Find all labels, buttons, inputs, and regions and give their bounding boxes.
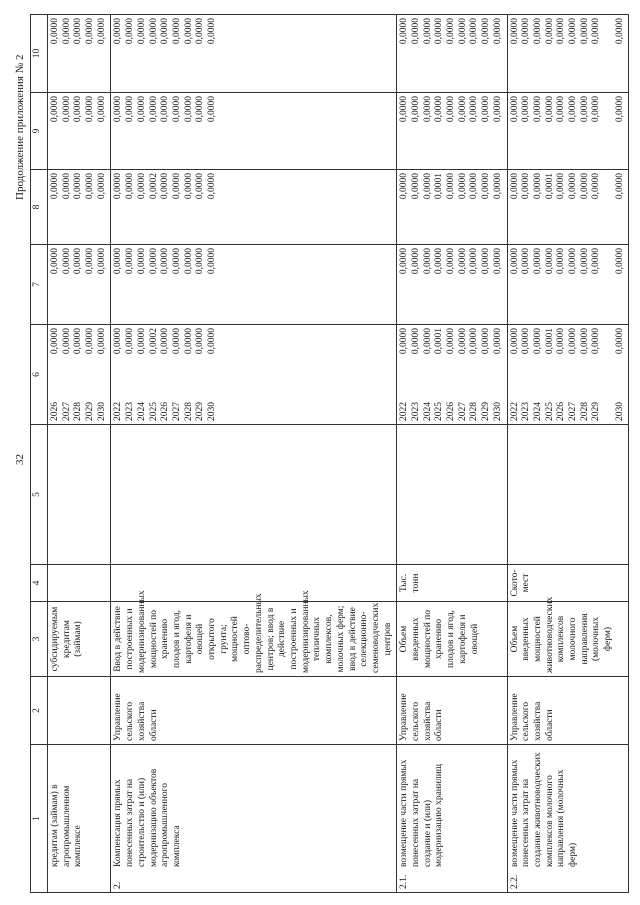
- value-cell: 0,0000: [457, 328, 468, 355]
- measure-name: Компенсация прямых понесенных затрат на строительство и (или) модернизацию объектов агропромышленного комплекса: [113, 768, 182, 867]
- value-cell: 0,0000: [579, 18, 590, 45]
- value-cell: 0,0000: [50, 173, 60, 200]
- value-cell: 0,0000: [96, 248, 107, 275]
- year-value-pair: [510, 328, 627, 421]
- value-cell: 0,0000: [136, 248, 147, 275]
- indicator-cell: [48, 602, 111, 677]
- year-value-cell: [48, 325, 111, 425]
- value-cell: 0,0000: [509, 328, 520, 355]
- value-cell: 0,0000: [136, 18, 147, 45]
- value-cell: 0,0000: [469, 328, 480, 355]
- value-cell: 0,0000: [171, 173, 182, 200]
- measure-cell: [507, 745, 629, 893]
- value-cell: 0,0000: [521, 173, 532, 200]
- value-cell: 0,0000: [481, 96, 492, 123]
- value-cell: 0,0000: [567, 248, 578, 275]
- value-cell: 0,0000: [521, 96, 532, 123]
- year-label: 2030: [492, 402, 503, 421]
- values-list: [50, 328, 108, 354]
- value-cell: 0,0001: [544, 328, 555, 355]
- values-list: [50, 173, 108, 241]
- value-cell: 0,0000: [85, 18, 96, 45]
- column-header: 9: [31, 93, 48, 170]
- year-label: 2023: [411, 402, 421, 421]
- value-cell: 0,0000: [171, 96, 182, 123]
- year-label: 2026: [50, 402, 60, 421]
- value-column-c8: [507, 170, 629, 245]
- value-cell: 0,0000: [492, 96, 503, 123]
- value-cell: 0,0000: [195, 96, 206, 123]
- value-cell: 0,0000: [183, 18, 194, 45]
- year-label: 2022: [399, 402, 410, 421]
- values-list: [113, 328, 218, 354]
- value-cell: 0,0000: [113, 248, 124, 275]
- year-label: 2029: [85, 402, 96, 421]
- value-cell: 0,0000: [457, 173, 468, 200]
- value-cell: 0,0000: [113, 18, 124, 45]
- years-list: [510, 402, 627, 421]
- program-table: [30, 14, 629, 893]
- year-label: 2029: [195, 402, 206, 421]
- value-cell: 0,0000: [509, 96, 520, 123]
- value-column-c7: [507, 245, 629, 325]
- column-header: 4: [31, 565, 48, 602]
- value-cell: 0,0000: [469, 96, 480, 123]
- value-cell: 0,0000: [96, 96, 107, 123]
- measure-cell: [48, 745, 111, 893]
- indicator-text: субсидируемым кредитам (займам): [50, 606, 84, 672]
- value-cell: 0,0000: [136, 96, 147, 123]
- unit-cell: [397, 565, 507, 602]
- value-cell: 0,0000: [492, 173, 503, 200]
- values-list: [113, 96, 218, 166]
- value-cell: 0,0000: [469, 18, 480, 45]
- value-cell: 0,0000: [96, 328, 107, 355]
- value-cell: 0,0000: [532, 18, 543, 45]
- measure-wrapper: [50, 748, 85, 889]
- value-cell: 0,0000: [614, 18, 625, 45]
- year-value-pair: [113, 328, 218, 421]
- value-cell: 0,0000: [113, 96, 124, 123]
- value-cell: 0,0000: [591, 18, 602, 45]
- measure-wrapper: [399, 748, 446, 889]
- value-cell: 0,0000: [556, 328, 567, 355]
- value-cell: 0,0000: [50, 96, 60, 123]
- years-list: [399, 402, 504, 421]
- value-cell: 0,0001: [434, 328, 445, 355]
- value-cell: 0,0000: [521, 328, 532, 355]
- value-cell: 0,0000: [171, 328, 182, 355]
- indicator-cell: [507, 596, 629, 677]
- value-cell: 0,0000: [481, 173, 492, 200]
- measure-wrapper: [113, 748, 183, 889]
- value-cell: 0,0000: [556, 173, 567, 200]
- value-column-c7: [111, 245, 397, 325]
- value-cell: 0,0000: [614, 328, 625, 355]
- value-cell: 0,0000: [591, 173, 602, 200]
- unit-text: Ското-мест: [509, 569, 532, 597]
- year-value-pair: [399, 328, 504, 421]
- result-cell: [397, 425, 507, 565]
- table-row: [111, 15, 397, 893]
- value-cell: 0,0000: [85, 328, 96, 355]
- column-header: 2: [31, 677, 48, 745]
- value-cell: 0,0000: [567, 328, 578, 355]
- value-cell: 0,0000: [544, 248, 555, 275]
- value-cell: 0,0000: [206, 173, 217, 200]
- value-cell: 0,0000: [125, 248, 136, 275]
- value-cell: 0,0000: [521, 18, 532, 45]
- value-cell: 0,0000: [195, 248, 206, 275]
- value-cell: 0,0000: [399, 18, 410, 45]
- year-value-cell: [507, 325, 629, 425]
- measure-number: [50, 867, 85, 889]
- measure-cell: [397, 745, 507, 893]
- value-cell: 0,0000: [160, 96, 171, 123]
- value-cell: 0,0000: [171, 18, 182, 45]
- value-column-c10: [507, 15, 629, 93]
- value-cell: 0,0000: [183, 96, 194, 123]
- value-cell: 0,0000: [579, 328, 590, 355]
- value-cell: 0,0000: [446, 248, 457, 275]
- indicator-text: Ввод в действие построенных и модернизированных мощностей по хранению плодов и ягод, картофеля и овощей открытого грунта; мощностей оптово-распределительных центров; ввод в действие построенных и модернизированных тепличных комплексов, молочных ферм; ввод в действие селекционно-семеноводческих центров: [113, 590, 393, 673]
- value-column-c10: [48, 15, 111, 93]
- value-cell: 0,0000: [61, 328, 72, 355]
- value-cell: 0,0000: [544, 96, 555, 123]
- value-cell: 0,0000: [422, 248, 433, 275]
- value-cell: 0,0000: [556, 248, 567, 275]
- value-cell: 0,0000: [96, 173, 107, 200]
- result-cell: [48, 425, 111, 565]
- measure-number: 2.1.: [399, 874, 410, 889]
- year-label: 2028: [469, 402, 480, 421]
- value-column-c8: [397, 170, 507, 245]
- value-cell: 0,0000: [469, 173, 480, 200]
- value-cell: 0,0000: [411, 18, 421, 45]
- measure-number: 2.2.: [509, 874, 520, 889]
- column-header: 5: [31, 425, 48, 565]
- value-cell: 0,0000: [481, 18, 492, 45]
- value-cell: 0,0000: [73, 248, 84, 275]
- year-label: 2030: [614, 402, 625, 421]
- year-label: 2026: [446, 402, 457, 421]
- column-header: 6: [31, 325, 48, 425]
- unit-cell: [48, 565, 111, 602]
- value-cell: 0,0000: [399, 248, 410, 275]
- year-label: 2029: [591, 402, 602, 421]
- value-cell: 0,0000: [556, 18, 567, 45]
- value-cell: 0,0000: [567, 96, 578, 123]
- value-cell: 0,0000: [411, 328, 421, 355]
- value-cell: 0,0000: [567, 18, 578, 45]
- value-cell: 0,0000: [206, 328, 217, 355]
- value-cell: 0,0000: [532, 173, 543, 200]
- value-cell: 0,0000: [457, 96, 468, 123]
- value-cell: 0,0000: [509, 18, 520, 45]
- value-cell: 0,0000: [50, 18, 60, 45]
- values-list: [399, 18, 504, 89]
- column-header: 8: [31, 170, 48, 245]
- measure-wrapper: [510, 748, 580, 889]
- year-label: 2030: [206, 402, 217, 421]
- values-list: [510, 96, 627, 166]
- value-cell: 0,0000: [61, 173, 72, 200]
- value-cell: 0,0000: [195, 18, 206, 45]
- values-list: [399, 248, 504, 321]
- values-list: [50, 248, 108, 321]
- value-cell: 0,0000: [73, 96, 84, 123]
- value-cell: 0,0000: [113, 328, 124, 355]
- value-cell: 0,0000: [556, 96, 567, 123]
- value-cell: 0,0000: [446, 96, 457, 123]
- value-cell: 0,0000: [614, 96, 625, 123]
- value-cell: 0,0000: [509, 248, 520, 275]
- executor-text: Управление сельского хозяйства области: [113, 693, 159, 741]
- value-cell: 0,0000: [532, 248, 543, 275]
- year-label: 2028: [183, 402, 194, 421]
- measure-name: кредитам (займам) в агропромышленном комплексе: [50, 784, 84, 867]
- value-cell: 0,0000: [614, 173, 625, 200]
- values-list: [399, 173, 504, 241]
- value-cell: 0,0000: [61, 96, 72, 123]
- column-header: 1: [31, 745, 48, 893]
- value-cell: 0,0000: [434, 18, 445, 45]
- value-cell: 0,0000: [125, 18, 136, 45]
- value-cell: 0,0000: [160, 328, 171, 355]
- result-cell: [507, 425, 629, 565]
- value-cell: 0,0000: [125, 173, 136, 200]
- value-cell: 0,0000: [61, 18, 72, 45]
- value-column-c8: [111, 170, 397, 245]
- values-list: [113, 248, 218, 321]
- values-list: [399, 328, 504, 354]
- value-cell: 0,0000: [532, 328, 543, 355]
- indicator-text: Объем введенных мощностей по хранению плодов и ягод, картофеля и овощей: [399, 609, 480, 669]
- value-cell: 0,0000: [160, 173, 171, 200]
- column-header: 7: [31, 245, 48, 325]
- value-cell: 0,0000: [411, 248, 421, 275]
- value-cell: 0,0000: [492, 328, 503, 355]
- year-label: 2023: [521, 402, 532, 421]
- value-cell: 0,0000: [195, 328, 206, 355]
- values-list: [510, 173, 627, 241]
- value-cell: 0,0000: [85, 248, 96, 275]
- measure-cell: [111, 745, 397, 893]
- value-cell: 0,0000: [457, 248, 468, 275]
- value-cell: 0,0000: [399, 173, 410, 200]
- value-cell: 0,0000: [160, 248, 171, 275]
- value-cell: 0,0000: [521, 248, 532, 275]
- year-label: 2029: [481, 402, 492, 421]
- year-label: 2028: [73, 402, 84, 421]
- year-label: 2027: [61, 402, 72, 421]
- year-value-cell: [111, 325, 397, 425]
- values-list: [399, 96, 504, 166]
- value-cell: 0,0000: [399, 328, 410, 355]
- value-cell: 0,0002: [148, 173, 159, 200]
- value-cell: 0,0000: [183, 173, 194, 200]
- value-cell: 0,0000: [148, 18, 159, 45]
- value-cell: 0,0000: [183, 328, 194, 355]
- value-cell: 0,0000: [183, 248, 194, 275]
- values-list: [113, 173, 218, 241]
- value-cell: 0,0000: [73, 328, 84, 355]
- value-cell: 0,0000: [469, 248, 480, 275]
- year-label: 2030: [96, 402, 107, 421]
- value-cell: 0,0000: [125, 96, 136, 123]
- value-cell: 0,0000: [50, 248, 60, 275]
- year-value-cell: [397, 325, 507, 425]
- value-cell: 0,0000: [85, 96, 96, 123]
- value-cell: 0,0000: [509, 173, 520, 200]
- value-cell: 0,0000: [85, 173, 96, 200]
- year-label: 2024: [136, 402, 147, 421]
- year-label: 2028: [579, 402, 590, 421]
- value-cell: 0,0000: [206, 18, 217, 45]
- executor-text: Управление сельского хозяйства области: [509, 693, 555, 741]
- indicator-cell: [111, 590, 397, 677]
- value-cell: 0,0000: [579, 248, 590, 275]
- value-cell: 0,0000: [567, 173, 578, 200]
- value-cell: 0,0000: [50, 328, 60, 355]
- value-column-c8: [48, 170, 111, 245]
- value-column-c7: [397, 245, 507, 325]
- value-cell: 0,0000: [591, 248, 602, 275]
- table-row: [507, 15, 629, 893]
- unit-text: Тыс. тонн: [399, 573, 422, 593]
- value-cell: 0,0000: [614, 248, 625, 275]
- value-cell: 0,0000: [73, 173, 84, 200]
- years-list: [50, 402, 108, 421]
- year-label: 2027: [171, 402, 182, 421]
- executor-cell: [507, 677, 629, 745]
- year-label: 2024: [532, 402, 543, 421]
- value-cell: 0,0000: [579, 96, 590, 123]
- value-cell: 0,0000: [446, 18, 457, 45]
- value-cell: 0,0000: [422, 173, 433, 200]
- executor-cell: [397, 677, 507, 745]
- year-label: 2022: [509, 402, 520, 421]
- unit-cell: [507, 565, 629, 602]
- values-list: [510, 18, 627, 89]
- value-cell: 0,0000: [125, 328, 136, 355]
- value-column-c10: [111, 15, 397, 93]
- value-cell: 0,0000: [481, 328, 492, 355]
- value-cell: 0,0000: [136, 328, 147, 355]
- year-label: 2024: [422, 402, 433, 421]
- value-cell: 0,0000: [446, 328, 457, 355]
- value-cell: 0,0000: [148, 248, 159, 275]
- value-cell: 0,0000: [113, 173, 124, 200]
- year-label: 2027: [457, 402, 468, 421]
- value-cell: 0,0000: [171, 248, 182, 275]
- value-column-c9: [507, 93, 629, 170]
- values-list: [510, 248, 627, 321]
- value-cell: 0,0000: [492, 248, 503, 275]
- value-cell: 0,0000: [434, 248, 445, 275]
- year-label: 2027: [567, 402, 578, 421]
- year-label: 2025: [148, 402, 159, 421]
- value-cell: 0,0000: [148, 96, 159, 123]
- value-cell: 0,0000: [579, 173, 590, 200]
- value-cell: 0,0001: [434, 173, 445, 200]
- measure-number: 2.: [113, 881, 124, 889]
- indicator-text: Объем введенных мощностей животноводческих комплексов молочного направления (молочных ферм): [509, 596, 614, 673]
- value-cell: 0,0000: [195, 173, 206, 200]
- column-header: 3: [31, 602, 48, 677]
- value-cell: 0,0000: [591, 328, 602, 355]
- year-label: 2025: [544, 402, 555, 421]
- value-column-c9: [48, 93, 111, 170]
- value-cell: 0,0000: [422, 96, 433, 123]
- year-label: 2026: [160, 402, 171, 421]
- values-list: [50, 18, 108, 89]
- value-column-c10: [397, 15, 507, 93]
- value-cell: 0,0000: [160, 18, 171, 45]
- value-cell: 0,0002: [148, 328, 159, 355]
- year-label: 2025: [434, 402, 445, 421]
- indicator-cell: [397, 602, 507, 677]
- value-cell: 0,0000: [544, 18, 555, 45]
- measure-name: возмещение части прямых понесенных затрат на создание животноводческих комплексов молочного направления (молочных ферм): [509, 752, 579, 867]
- value-cell: 0,0000: [411, 173, 421, 200]
- value-cell: 0,0000: [399, 96, 410, 123]
- value-cell: 0,0000: [446, 173, 457, 200]
- table-row: [397, 15, 507, 893]
- value-cell: 0,0000: [411, 96, 421, 123]
- value-column-c9: [397, 93, 507, 170]
- executor-text: Управление сельского хозяйства области: [399, 693, 445, 741]
- value-cell: 0,0000: [532, 96, 543, 123]
- value-cell: 0,0000: [457, 18, 468, 45]
- result-cell: [111, 425, 397, 565]
- year-label: 2023: [125, 402, 136, 421]
- value-cell: 0,0000: [136, 173, 147, 200]
- values-list: [510, 328, 627, 354]
- table-row: [48, 15, 111, 893]
- appendix-label: Продолжение приложения № 2: [14, 54, 26, 200]
- value-cell: 0,0001: [544, 173, 555, 200]
- value-cell: 0,0000: [591, 96, 602, 123]
- value-cell: 0,0000: [434, 96, 445, 123]
- year-label: 2026: [556, 402, 567, 421]
- value-column-c7: [48, 245, 111, 325]
- column-header: 10: [31, 15, 48, 93]
- page-number: 32: [14, 454, 26, 465]
- value-cell: 0,0000: [422, 18, 433, 45]
- measure-name: возмещение части прямых понесенных затрат на создание и (или) модернизацию хранилищ: [399, 759, 445, 867]
- value-cell: 0,0000: [206, 248, 217, 275]
- value-cell: 0,0000: [96, 18, 107, 45]
- column-number-row: [31, 15, 48, 893]
- value-cell: 0,0000: [73, 18, 84, 45]
- executor-cell: [48, 677, 111, 745]
- year-value-pair: [50, 328, 108, 421]
- values-list: [50, 96, 108, 166]
- value-cell: 0,0000: [422, 328, 433, 355]
- value-cell: 0,0000: [481, 248, 492, 275]
- year-label: 2022: [113, 402, 124, 421]
- executor-cell: [111, 677, 397, 745]
- value-cell: 0,0000: [206, 96, 217, 123]
- years-list: [113, 402, 218, 421]
- value-cell: 0,0000: [61, 248, 72, 275]
- values-list: [113, 18, 218, 89]
- value-column-c9: [111, 93, 397, 170]
- value-cell: 0,0000: [492, 18, 503, 45]
